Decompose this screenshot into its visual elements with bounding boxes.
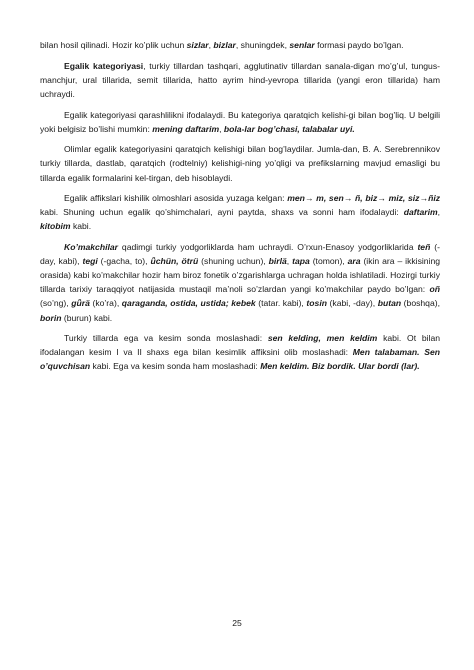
emphasized-text: mening daftarim xyxy=(152,123,220,134)
emphasized-text: Men keldim. Biz bordik. Ular bordi (lar). xyxy=(260,361,420,372)
text-run: (ko’ra), xyxy=(89,298,122,309)
emphasized-text: Egalik kategoriyasi xyxy=(64,60,144,71)
emphasized-text: oñ xyxy=(429,284,440,295)
text-run: bilan hosil qilinadi. Hozir ko’plik uchun xyxy=(40,40,187,50)
text-run: Turkiy tillarda ega va kesim sonda moslashadi: xyxy=(64,333,268,344)
text-run: , xyxy=(437,207,440,218)
text-run: kabi. Ot bilan ifodalangan kesim I va II shaxs ega bilan kesimlik affiksini olib moslashadi: xyxy=(40,333,440,358)
emphasized-text: men→ m, sen→ ñ, biz→ miz, siz→ñiz xyxy=(287,193,441,204)
emphasized-text: borin xyxy=(40,312,62,323)
paragraph-5 xyxy=(40,191,440,233)
text-run: , turkiy tillardan tashqari, agglutinativ tillardan sanala-digan mo’g’ul, tungus-manchjur, ural tillarida, semit tillarida, hatto ayrim hind-yevropa tillarida (yangi eron tillarida) ham uchraydi. xyxy=(40,60,440,99)
emphasized-text: daftarim xyxy=(403,207,438,218)
emphasized-text: sizlar xyxy=(186,40,209,50)
paragraph-7 xyxy=(40,331,440,373)
paragraph-2 xyxy=(40,59,440,101)
emphasized-text: senlar xyxy=(289,40,315,50)
emphasized-text: teñ xyxy=(417,242,431,253)
text-run: , shuningdek, xyxy=(235,40,290,50)
text-run: formasi paydo bo’lgan. xyxy=(314,40,404,50)
text-run: (burun) kabi. xyxy=(61,312,113,323)
emphasized-text: qaraganda, ostida, ustida; kebek xyxy=(121,298,256,309)
text-run: Egalik affikslari kishilik olmoshlari asosida yuzaga kelgan: xyxy=(64,193,288,204)
text-run: (boshqa), xyxy=(401,298,440,309)
text-run: , xyxy=(219,123,224,134)
text-run: (tatar. kabi), xyxy=(255,298,307,309)
emphasized-text: gǖrä xyxy=(71,298,90,309)
text-run: (tomon), xyxy=(309,256,348,267)
text-run: kabi. xyxy=(70,221,92,232)
text-run: kabi. Ega va kesim sonda ham moslashadi: xyxy=(90,361,261,372)
paragraph-1 xyxy=(40,38,440,52)
text-run: qadimgi turkiy yodgorliklarda ham uchraydi. O’rxun-Enasoy yodgorliklarida xyxy=(117,242,418,253)
text-run: (-gacha, to), xyxy=(97,256,151,267)
text-run: (ikin ara – ikkisining orasida) kabi ko’makchilar hozir ham biroz fonetik o’zgarishlarga uchragan holda ishlatiladi. Hozirgi turkiy tillarda tarixiy taraqqiyot natijasida mustaqil ma’noli so’zlardan yangi ko’makchilar paydo bo’lgan: xyxy=(40,256,441,295)
text-run: , xyxy=(286,256,293,267)
text-run: , xyxy=(208,40,214,50)
text-run: kabi. Shuning uchun egalik qo’shimchalari, ayni paytda, shaxs va sonni ham ifodalaydi: xyxy=(40,207,404,218)
emphasized-text: tosin xyxy=(306,298,327,309)
text-run: Olimlar egalik kategoriyasini qaratqich kelishigi bilan bog’laydilar. Jumla-dan, B. A. Serebrennikov turkiy tillarda, dastlab, qaratqich (rodtelniy) kelishigi-ning yo’qligi va prefikslarning mavjud emasligi bu tillarda egalik formalarini kel-tirgan, deb hisoblaydi. xyxy=(40,144,440,183)
emphasized-text: tapa xyxy=(292,256,310,267)
page-number: 25 xyxy=(232,618,242,628)
emphasized-text: birlä xyxy=(268,256,287,267)
paragraph-3 xyxy=(40,108,440,136)
emphasized-text: sen kelding, men keldim xyxy=(267,333,378,344)
emphasized-text: bola-lar bog’chasi, talabalar uyi. xyxy=(223,123,355,134)
paragraph-4 xyxy=(40,142,440,184)
emphasized-text: ara xyxy=(347,256,361,267)
paragraph-6 xyxy=(40,240,440,325)
emphasized-text: ǖchün, ötrü xyxy=(150,256,199,267)
emphasized-text: tegi xyxy=(82,256,98,267)
document-body xyxy=(40,38,440,380)
text-run: (kabi, -day), xyxy=(326,298,378,309)
emphasized-text: Men talabaman. Sen o’quvchisan xyxy=(40,347,440,372)
text-run: Egalik kategoriyasi qarashlilikni ifodalaydi. Bu kategoriya qaratqich kelishi-gi bilan bog’liq. U belgili yoki belgisiz bo’lishi mumkin: xyxy=(40,109,440,134)
emphasized-text: butan xyxy=(377,298,402,309)
emphasized-text: bizlar xyxy=(213,40,236,50)
text-run: (so’ng), xyxy=(40,298,72,309)
emphasized-text: kitobim xyxy=(40,221,71,232)
emphasized-text: Ko’makchilar xyxy=(64,242,118,253)
text-run: (-day, kabi), xyxy=(40,242,440,267)
text-run: (shuning uchun), xyxy=(198,256,269,267)
